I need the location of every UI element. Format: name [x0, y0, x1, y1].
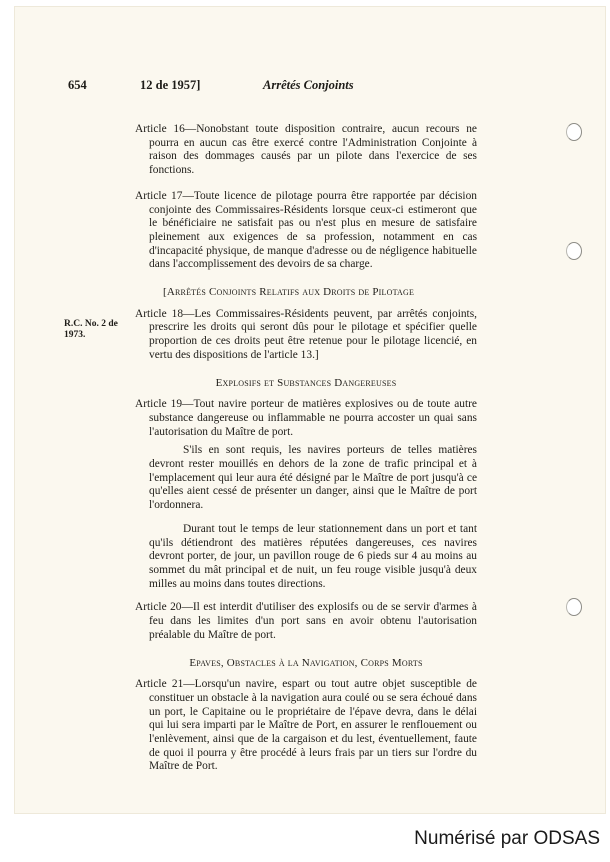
article-18: Article 18—Les Commissaires-Résidents peuvent, par arrêtés conjoints, prescrire les droits qui seront dûs pour le pilotage et spécifier quelle proportion de ces droits peut être retenue pour le pilotage licencié, en vertu des dispositions de l'article 13.]	[135, 307, 477, 361]
running-title: Arrêtés Conjoints	[263, 78, 354, 92]
section-heading-epaves: Epaves, Obstacles à la Navigation, Corps Morts	[189, 656, 423, 669]
binder-hole-icon	[566, 123, 582, 141]
document-body	[135, 123, 477, 786]
binder-hole-icon	[566, 242, 582, 260]
article-17: Article 17—Toute licence de pilotage pourra être rapportée par décision conjointe des Commissaires-Résidents lorsque ceux-ci estimeront que le bénéficiaire ne satisfait pas ou n'est plus en mesure de satisfaire pleinement aux exigences de sa profession, notamment en cas d'incapacité physique, de manque d'adresse ou de négligence habituelle dans l'accomplissement des devoirs de sa charge.	[135, 189, 477, 271]
article-19-paragraph-2: S'ils en sont requis, les navires porteurs de telles matières devront rester mouillés en dehors de la zone de trafic principal et à l'emplacement qui leur aura été désigné par le Maître de port jusqu'à ce qu'elles aient cessé de présenter un danger, ainsi que le Maître de port l'ordonnera.	[149, 444, 477, 512]
page-header	[68, 78, 538, 96]
article-16: Article 16—Nonobstant toute disposition contraire, aucun recours ne pourra en aucun cas être exercé contre l'Administration Conjointe à raison des dommages causés par un pilote dans l'exercice de ses fonctions.	[135, 123, 477, 177]
article-20: Article 20—Il est interdit d'utiliser des explosifs ou de se servir d'armes à feu dans les limites d'un port sans en avoir obtenu l'autorisation préalable du Maître de port.	[135, 601, 477, 641]
article-21: Article 21—Lorsqu'un navire, espart ou tout autre objet susceptible de constituer un obstacle à la navigation aura coulé ou se sera échoué dans un port, le Capitaine ou le propriétaire de l'épave devra, dans le délai qui lui sera imparti par le Maître de Port, en assurer le renflouement ou l'enlèvement, ainsi que de la cargaison et du lest, éventuellement, faute de quoi il pourra y être procédé à leurs frais par un tiers sur l'ordre du Maître de Port.	[135, 678, 477, 773]
header-date: 12 de 1957]	[140, 78, 201, 92]
binder-hole-icon	[566, 598, 582, 616]
margin-note: R.C. No. 2 de 1973.	[64, 319, 118, 340]
section-heading-explosifs: Explosifs et Substances Dangereuses	[215, 376, 397, 389]
article-19-paragraph-3: Durant tout le temps de leur stationnement dans un port et tant qu'ils détiendront des matières réputées dangereuses, ces navires devront porter, de jour, un pavillon rouge de 6 pieds sur 4 au moins au sommet du mât principal et de nuit, un feu rouge visible jusqu'à deux milles au moins dans toutes directions.	[149, 522, 477, 590]
scan-watermark: Numérisé par ODSAS	[414, 828, 600, 849]
page-number: 654	[68, 78, 87, 92]
article-19: Article 19—Tout navire porteur de matières explosives ou de toute autre substance dangereuse ou inflammable ne pourra accoster un quai sans l'autorisation du Maître de port.	[135, 398, 477, 438]
section-heading-droits: [Arrêtés Conjoints Relatifs aux Droits de Pilotage	[163, 286, 415, 299]
